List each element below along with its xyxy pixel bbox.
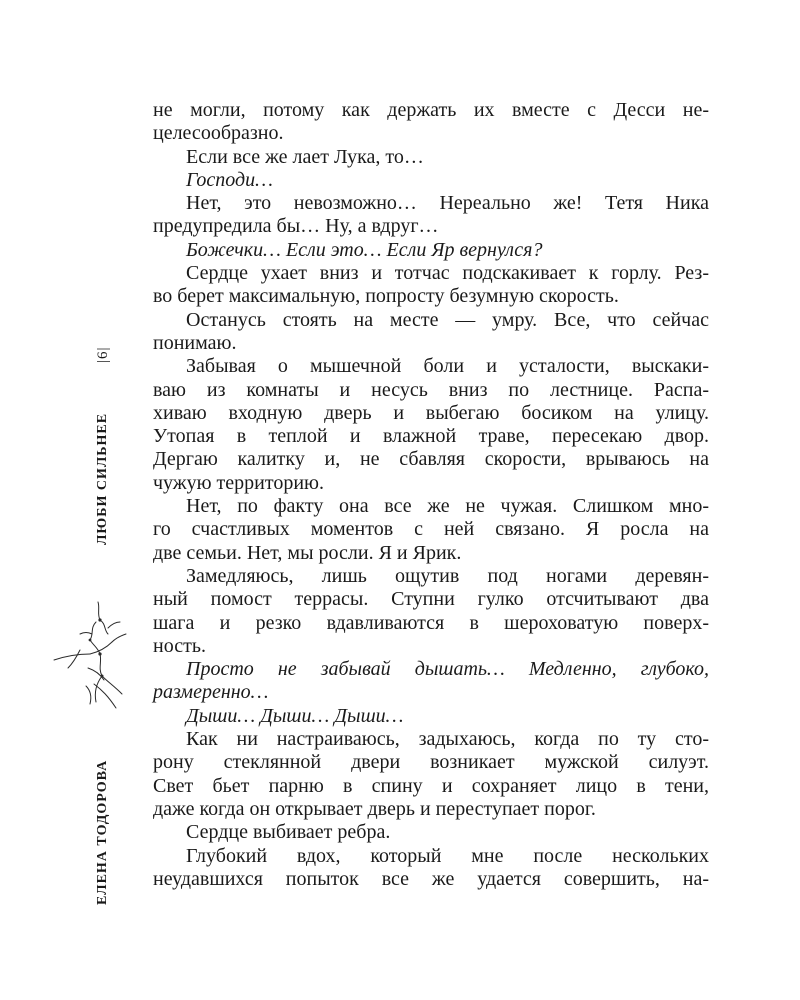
branch-sketch-illustration (50, 598, 130, 713)
text-line: две семьи. Нет, мы росли. Я и Ярик. (153, 541, 462, 564)
text-line: Божечки… Если это… Если Яр вернулся? (186, 238, 543, 261)
text-line: целесообразно. (153, 122, 284, 145)
text-line: размеренно… (153, 681, 269, 704)
text-line: Господи… (186, 168, 273, 191)
text-line: ный помост террасы. Ступни гулко отсчитывают два (153, 588, 709, 611)
text-line: ность. (153, 634, 206, 657)
text-line: Замедляюсь, лишь ощутив под ногами деревян- (186, 564, 709, 587)
text-line: Утопая в теплой и влажной траве, пересекаю двор. (153, 425, 709, 448)
text-line: предупредила бы… Ну, а вдруг… (153, 215, 439, 238)
text-line: рону стеклянной двери возникает мужской силуэт. (153, 751, 709, 774)
text-line: Дергаю калитку и, не сбавляя скорости, врываюсь на (153, 448, 709, 471)
text-line: ваю из комнаты и несусь вниз по лестнице. Распа- (153, 378, 709, 401)
text-line: Забывая о мышечной боли и усталости, выскаки- (186, 355, 709, 378)
text-line: Если все же лает Лука, то… (186, 145, 424, 168)
text-line: даже когда он открывает дверь и переступает порог. (153, 797, 596, 820)
body-text-block (153, 99, 709, 891)
text-line: Глубокий вдох, который мне после нескольких (186, 844, 709, 867)
page-number: |6| (95, 346, 111, 363)
text-line: Нет, это невозможно… Нереально же! Тетя Ника (186, 192, 709, 215)
text-line: го счастливых моментов с ней связано. Я росла на (153, 518, 709, 541)
text-line: неудавшихся попыток все же удается совершить, на- (153, 867, 709, 890)
text-line: понимаю. (153, 331, 237, 354)
text-line: Останусь стоять на месте — умру. Все, что сейчас (186, 308, 709, 331)
text-line: Свет бьет парню в спину и сохраняет лицо в тени, (153, 774, 709, 797)
text-line: Дыши… Дыши… Дыши… (186, 704, 404, 727)
text-line: хиваю входную дверь и выбегаю босиком на улицу. (153, 401, 709, 424)
text-line: Как ни настраиваюсь, задыхаюсь, когда по ту сто- (186, 728, 709, 751)
text-line: чужую территорию. (153, 471, 324, 494)
text-line: не могли, потому как держать их вместе с Десси не- (153, 99, 709, 121)
running-head-book-title: ЛЮБИ СИЛЬНЕЕ (95, 412, 110, 545)
text-line: Сердце ухает вниз и тотчас подскакивает к горлу. Рез- (186, 262, 709, 285)
text-line: во берет максимальную, попросту безумную скорость. (153, 285, 619, 308)
text-line: Нет, по факту она все же не чужая. Слишком мно- (186, 495, 709, 518)
text-line: шага и резко вдавливаются в шероховатую поверх- (153, 611, 709, 634)
text-line: Просто не забывай дышать… Медленно, глубоко, (186, 658, 709, 681)
running-head-author: ЕЛЕНА ТОДОРОВА (95, 759, 110, 905)
text-line: Сердце выбивает ребра. (186, 821, 391, 844)
